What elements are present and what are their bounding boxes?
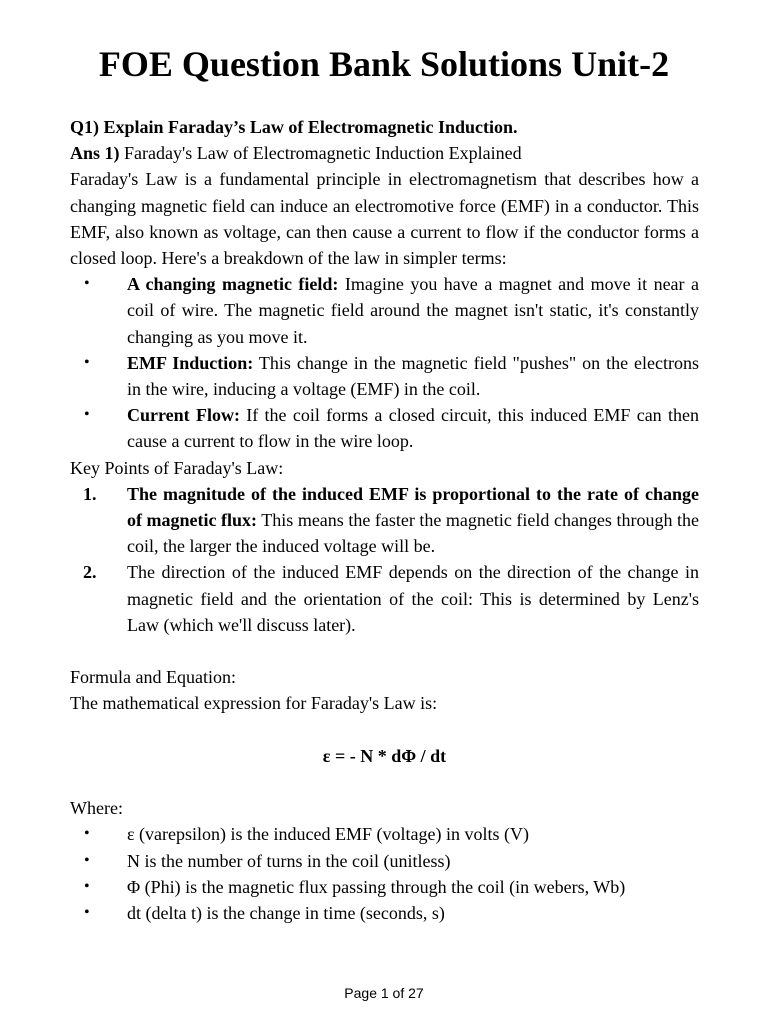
item-number: 2.: [83, 562, 97, 583]
formula-heading: Formula and Equation:: [70, 667, 236, 688]
where-item-text: ε (varepsilon) is the induced EMF (voltage) in volts (V): [127, 824, 529, 845]
spacer: [70, 769, 699, 795]
where-label: Where:: [70, 798, 123, 819]
where-item: [70, 848, 699, 874]
numbered-item: [70, 481, 699, 560]
item-number: 1.: [83, 483, 97, 504]
spacer: [70, 717, 699, 743]
numbered-item-bold: The magnitude of the induced EMF is proportional to the rate of change of magnetic flux:: [127, 483, 699, 531]
bullet-icon: •: [84, 406, 90, 424]
bullet-term: A changing magnetic field:: [127, 274, 339, 295]
where-item: [70, 821, 699, 847]
where-item: [70, 900, 699, 926]
faraday-formula: ε = - N * dΦ / dt: [322, 745, 447, 766]
bullet-icon: •: [84, 825, 90, 843]
bullet-item: [70, 350, 699, 402]
bullet-item: [70, 402, 699, 454]
bullet-term: Current Flow:: [127, 405, 240, 426]
answer-heading: [70, 140, 699, 166]
bullet-icon: •: [84, 851, 90, 869]
numbered-item-text: This means the faster the magnetic field changes through the coil, the larger the induced voltage will be.: [127, 510, 699, 557]
bullet-text: If the coil forms a closed circuit, this induced EMF can then cause a current to flow in the wire loop.: [127, 405, 699, 452]
spacer: [70, 638, 699, 664]
bullet-term: EMF Induction:: [127, 352, 254, 373]
key-points-heading: Key Points of Faraday's Law:: [70, 457, 284, 478]
where-item-text: Φ (Phi) is the magnetic flux passing through the coil (in webers, Wb): [127, 876, 626, 897]
page-number: Page 1 of 27: [344, 985, 424, 1001]
numbered-item: [70, 559, 699, 638]
intro-paragraph: Faraday's Law is a fundamental principle in electromagnetism that describes how a changing magnetic field can induce an electromotive force (EMF) in a conductor. This EMF, also known as voltage, can then cause a current to flow if the conductor forms a closed loop. Here's a breakdown of the law in simpler terms:: [70, 169, 699, 269]
bullet-icon: •: [84, 904, 90, 922]
where-item: [70, 874, 699, 900]
numbered-item-text: The direction of the induced EMF depends on the direction of the change in magnetic field and the orientation of the coil: This is determined by Lenz's Law (which we'll discuss later).: [127, 562, 699, 635]
where-item-text: dt (delta t) is the change in time (seconds, s): [127, 903, 445, 924]
page-title: FOE Question Bank Solutions Unit-2: [98, 44, 670, 84]
answer-label: Ans 1): [70, 143, 120, 164]
bullet-icon: •: [84, 275, 90, 293]
bullet-item: [70, 271, 699, 350]
where-item-text: N is the number of turns in the coil (unitless): [127, 850, 451, 871]
question-heading: Q1) Explain Faraday’s Law of Electromagnetic Induction.: [70, 117, 518, 137]
bullet-icon: •: [84, 353, 90, 371]
formula-intro: The mathematical expression for Faraday's Law is:: [70, 693, 438, 714]
answer-title: Faraday's Law of Electromagnetic Induction Explained: [119, 143, 522, 164]
bullet-icon: •: [84, 877, 90, 895]
document-body: [70, 114, 699, 926]
bullet-text: Imagine you have a magnet and move it near a coil of wire. The magnetic field around the magnet isn't static, it's constantly changing as you move it.: [127, 274, 699, 347]
bullet-text: This change in the magnetic field "pushes" on the electrons in the wire, inducing a voltage (EMF) in the coil.: [127, 352, 699, 400]
